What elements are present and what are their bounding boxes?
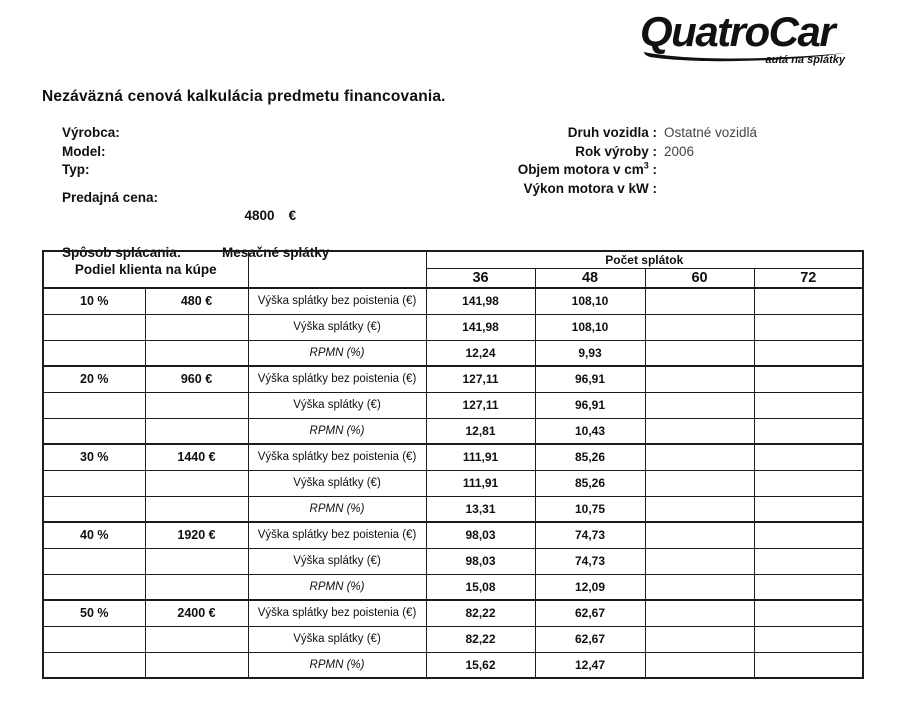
payment-method-label: Spôsob splácania: [62,245,182,260]
client-share-amount-cell: 960 € [145,366,248,392]
client-share-percent-cell: 10 % [43,288,145,314]
value-cell-60 [645,548,754,574]
vehicle-info-right [485,124,861,198]
engine-power-label: Výkon motora v kW : [523,180,657,196]
client-share-percent-cell [43,418,145,444]
type-label: Typ: [62,162,90,177]
value-cell-36: 12,24 [426,340,535,366]
value-cell-72 [754,340,863,366]
value-cell-72 [754,626,863,652]
engine-power-row [485,180,861,199]
value-cell-48: 74,73 [535,522,645,548]
client-share-header: Podiel klienta na kúpe [43,251,248,288]
value-cell-36: 141,98 [426,314,535,340]
client-share-amount-cell [145,652,248,678]
vehicle-kind-value: Ostatné vozidlá [664,125,758,140]
value-cell-60 [645,470,754,496]
value-cell-48: 62,67 [535,626,645,652]
engine-volume-label-text: Objem motora v cm [517,162,644,177]
engine-volume-row [485,161,861,180]
value-cell-36: 13,31 [426,496,535,522]
value-cell-48: 12,47 [535,652,645,678]
value-cell-36: 98,03 [426,548,535,574]
client-share-amount-cell [145,340,248,366]
value-cell-36: 98,03 [426,522,535,548]
value-cell-36: 82,22 [426,600,535,626]
model-label: Model: [62,143,106,159]
value-cell-48: 85,26 [535,470,645,496]
value-cell-60 [645,288,754,314]
table-row [43,574,863,600]
term-36-header: 36 [426,268,535,288]
table-row [43,548,863,574]
client-share-amount-cell [145,548,248,574]
value-cell-36: 82,22 [426,626,535,652]
logo-graphic [640,10,862,66]
value-cell-36: 15,08 [426,574,535,600]
client-share-percent-cell [43,470,145,496]
vehicle-kind-row [485,124,861,143]
client-share-percent-cell [43,314,145,340]
value-cell-48: 96,91 [535,366,645,392]
row-label-cell: Výška splátky (€) [248,392,426,418]
row-label-cell: Výška splátky bez poistenia (€) [248,600,426,626]
value-cell-48: 96,91 [535,392,645,418]
engine-volume-label [485,161,657,180]
value-cell-60 [645,600,754,626]
row-label-cell: Výška splátky bez poistenia (€) [248,522,426,548]
engine-volume-label-colon: : [648,162,657,177]
client-share-percent-cell [43,496,145,522]
value-cell-72 [754,496,863,522]
value-cell-72 [754,652,863,678]
price-currency: € [288,208,297,223]
value-cell-72 [754,522,863,548]
production-year-label: Rok výroby : [575,143,657,159]
value-cell-72 [754,548,863,574]
value-cell-60 [645,652,754,678]
client-share-amount-cell [145,392,248,418]
value-cell-72 [754,444,863,470]
row-label-cell: Výška splátky bez poistenia (€) [248,288,426,314]
client-share-amount-cell [145,626,248,652]
table-row [43,496,863,522]
value-cell-72 [754,600,863,626]
table-row [43,626,863,652]
table-row [43,314,863,340]
installments-count-header: Počet splátok [426,251,863,268]
table-row [43,522,863,548]
table-body [43,288,863,678]
client-share-percent-cell: 30 % [43,444,145,470]
value-cell-60 [645,522,754,548]
value-cell-48: 9,93 [535,340,645,366]
page-title: Nezáväzná cenová kalkulácia predmetu financovania. [42,88,446,105]
vehicle-kind-label: Druh vozidla : [567,125,657,140]
value-cell-72 [754,314,863,340]
calculation-table [42,250,864,679]
price-amount: 4800 [244,208,275,223]
row-label-cell: Výška splátky bez poistenia (€) [248,444,426,470]
client-share-percent-cell: 50 % [43,600,145,626]
production-year-value: 2006 [664,143,695,159]
value-cell-60 [645,444,754,470]
row-label-cell: Výška splátky (€) [248,470,426,496]
value-cell-60 [645,392,754,418]
value-cell-48: 74,73 [535,548,645,574]
table-row [43,600,863,626]
value-cell-36: 141,98 [426,288,535,314]
table-row [43,444,863,470]
client-share-amount-cell [145,574,248,600]
client-share-percent-cell [43,392,145,418]
client-share-amount-cell [145,314,248,340]
client-share-amount-cell: 480 € [145,288,248,314]
client-share-amount-cell [145,496,248,522]
client-share-amount-cell: 1440 € [145,444,248,470]
engine-volume-superscript: 3 [643,160,649,171]
value-cell-48: 85,26 [535,444,645,470]
logo-tagline: autá na splátky [765,54,845,66]
row-label-cell: RPMN (%) [248,340,426,366]
manufacturer-row [62,124,462,143]
table-row [43,392,863,418]
row-label-cell: RPMN (%) [248,496,426,522]
row-label-cell: Výška splátky (€) [248,548,426,574]
production-year-row [485,143,861,162]
row-label-cell: Výška splátky (€) [248,314,426,340]
type-row [62,161,462,180]
logo-brand-text: QuatroCar [640,10,835,55]
value-cell-48: 10,43 [535,418,645,444]
row-label-cell: Výška splátky (€) [248,626,426,652]
value-cell-72 [754,418,863,444]
table-header-row-top [43,251,863,268]
value-cell-48: 108,10 [535,288,645,314]
table-row [43,366,863,392]
value-cell-60 [645,314,754,340]
price-row [62,189,462,245]
client-share-percent-cell [43,626,145,652]
payment-method-value: Mesačné splátky [222,245,330,260]
table-row [43,418,863,444]
vehicle-info-left [62,124,462,263]
row-label-cell: RPMN (%) [248,418,426,444]
value-cell-72 [754,392,863,418]
client-share-percent-cell [43,574,145,600]
value-cell-36: 12,81 [426,418,535,444]
table-row [43,340,863,366]
row-label-cell: RPMN (%) [248,574,426,600]
value-cell-48: 62,67 [535,600,645,626]
client-share-amount-cell: 2400 € [145,600,248,626]
value-cell-72 [754,574,863,600]
table-row [43,652,863,678]
manufacturer-label: Výrobca: [62,125,120,140]
quatrocar-logo [640,10,862,66]
value-cell-60 [645,340,754,366]
value-cell-48: 108,10 [535,314,645,340]
price-value [222,189,296,245]
table-row [43,288,863,314]
value-cell-72 [754,366,863,392]
row-label-column-header [248,251,426,288]
value-cell-36: 127,11 [426,392,535,418]
value-cell-60 [645,418,754,444]
value-cell-60 [645,366,754,392]
client-share-percent-cell: 40 % [43,522,145,548]
client-share-percent-cell [43,340,145,366]
value-cell-36: 127,11 [426,366,535,392]
row-label-cell: RPMN (%) [248,652,426,678]
value-cell-48: 12,09 [535,574,645,600]
model-row [62,143,462,162]
price-label: Predajná cena: [62,189,159,205]
client-share-amount-cell [145,418,248,444]
term-48-header: 48 [535,268,645,288]
value-cell-48: 10,75 [535,496,645,522]
table-row [43,470,863,496]
client-share-percent-cell [43,548,145,574]
value-cell-36: 15,62 [426,652,535,678]
value-cell-36: 111,91 [426,470,535,496]
client-share-percent-cell: 20 % [43,366,145,392]
value-cell-72 [754,288,863,314]
value-cell-60 [645,626,754,652]
client-share-amount-cell [145,470,248,496]
value-cell-36: 111,91 [426,444,535,470]
value-cell-60 [645,574,754,600]
row-label-cell: Výška splátky bez poistenia (€) [248,366,426,392]
term-72-header: 72 [754,268,863,288]
value-cell-60 [645,496,754,522]
term-60-header: 60 [645,268,754,288]
value-cell-72 [754,470,863,496]
client-share-percent-cell [43,652,145,678]
client-share-amount-cell: 1920 € [145,522,248,548]
